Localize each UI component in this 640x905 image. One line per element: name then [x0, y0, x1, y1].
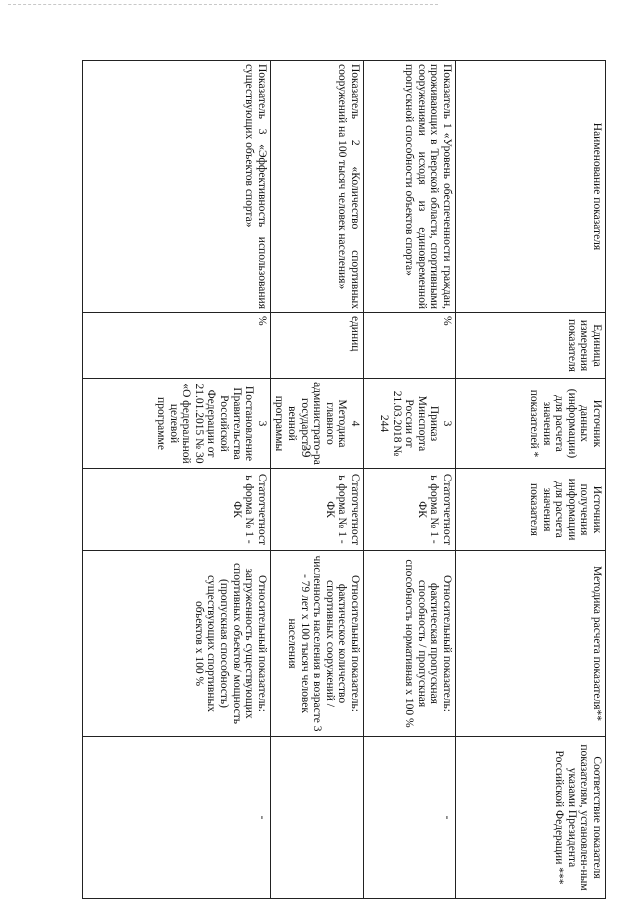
- compliance-value: -: [364, 737, 456, 899]
- table-row: [270, 61, 363, 899]
- calculation-method: Относительный показатель: фактическая пропускная способность / пропускная способность нормативная х 100 %: [364, 551, 456, 737]
- calculation-method: Относительный показатель: фактическое количество спортивных сооружений / численность населения в возрасте 3 - 79 лет х 100 тысяч человек населения: [270, 551, 363, 737]
- data-source-cell: [82, 379, 270, 469]
- header-compliance: Соответствие показателя показателям, установлен-ным указами Президента Российской Федерации ***: [456, 737, 606, 899]
- info-source: Статотчетность форма № 1 - ФК: [82, 469, 270, 551]
- compliance-value: -: [82, 737, 270, 899]
- header-indicator-name: Наименование показателя: [456, 61, 606, 313]
- header-info-source: Источник получения информации для расчета значения показателя: [456, 469, 606, 551]
- compliance-value: [270, 737, 363, 899]
- data-source-cell: [364, 379, 456, 469]
- data-source-text: Приказ Минспорта России от 21.03.2018 № 244: [378, 390, 441, 457]
- indicator-name: Показатель 2 «Количество спортивных сооружений на 100 тысяч человек населения»: [270, 61, 363, 313]
- source-number: 4: [349, 420, 361, 427]
- source-number: 3: [441, 420, 453, 427]
- table-row: [364, 61, 456, 899]
- calculation-method: Относительный показатель: загруженность существующих спортивных объектов/ мощность (пропускная способность) существующих спортивных объектов х 100 %: [82, 551, 270, 737]
- header-unit: Единица измерения показателя: [456, 313, 606, 379]
- data-source-text: Постановление Правительства Российской Федерации от 21.01.2015 № 30 «О федеральной целевой программе: [155, 383, 256, 464]
- table-row: [82, 61, 270, 899]
- scan-top-border: [8, 4, 438, 5]
- indicator-unit: %: [82, 313, 270, 379]
- header-method: Методика расчета показателя**: [456, 551, 606, 737]
- rotated-page-content: [90, 60, 606, 898]
- indicator-unit: единиц: [270, 313, 363, 379]
- table-header-row: [456, 61, 606, 899]
- indicators-table: [82, 60, 606, 899]
- data-source-cell: [270, 379, 363, 469]
- info-source: Статотчетность форма № 1 - ФК: [364, 469, 456, 551]
- indicator-name: Показатель 3 «Эффективность использования существующих объектов спорта»: [82, 61, 270, 313]
- source-number: 3: [255, 420, 268, 427]
- header-data-source: Источник данных (информации) для расчета значения показателей *: [456, 379, 606, 469]
- info-source: Статотчетность форма № 1 - ФК: [270, 469, 363, 551]
- data-source-text: Методика главного администрато-ра государст-венной программы: [273, 382, 349, 465]
- indicator-unit: %: [364, 313, 456, 379]
- page-number: 39: [299, 444, 314, 458]
- indicator-name: Показатель 1 «Уровень обеспеченности граждан, проживающих в Тверской области, спортивными сооружениями исходя из единовременной пропускной способности объектов спорта»: [364, 61, 456, 313]
